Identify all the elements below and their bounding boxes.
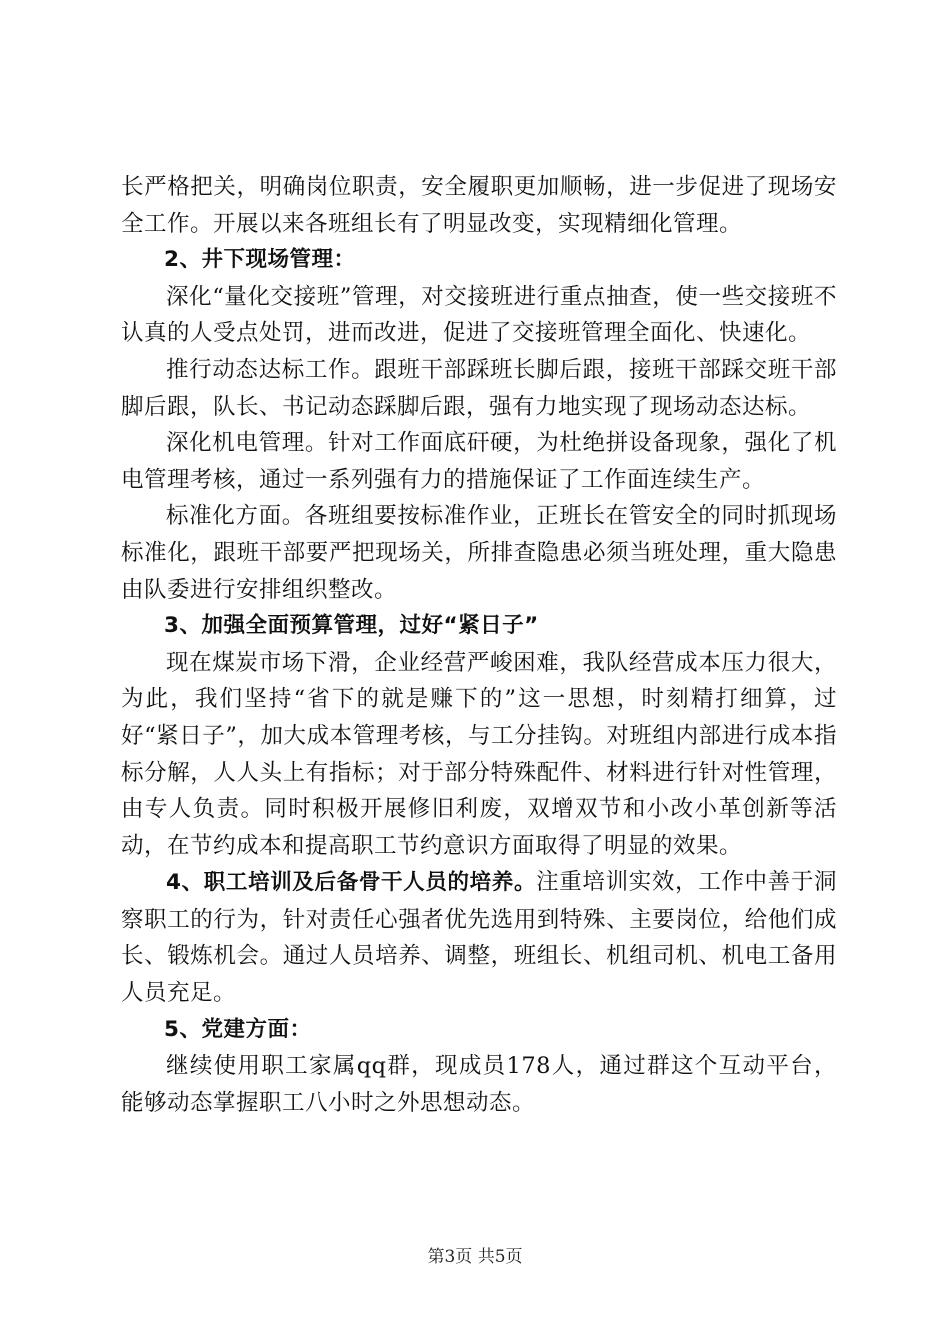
paragraph-continuation: 长严格把关，明确岗位职责，安全履职更加顺畅，进一步促进了现场安全工作。开展以来各班组长有了明显改变，实现精细化管理。 [121, 174, 837, 237]
document-body [121, 169, 837, 1121]
paragraph-standardization: 标准化方面。各班组要按标准作业，正班长在管安全的同时抓现场标准化，跟班干部要严把现场关，所排查隐患必须当班处理，重大隐患由队委进行安排组织整改。 [121, 503, 837, 603]
section-heading-2: 2、井下现场管理： [164, 247, 356, 273]
paragraph-training [121, 864, 837, 1011]
paragraph-dynamic-standard: 推行动态达标工作。跟班干部踩班长脚后跟，接班干部踩交班干部脚后跟，队长、书记动态踩脚后跟，强有力地实现了现场动态达标。 [121, 356, 837, 420]
page-footer: 第3页 共5页 [427, 1247, 523, 1267]
paragraph-handover: 深化“量化交接班”管理，对交接班进行重点抽查，使一些交接班不认真的人受点处罚，进而改进，促进了交接班管理全面化、快速化。 [121, 283, 837, 347]
section-heading-4: 4、职工培训及后备骨干人员的培养。 [166, 870, 537, 896]
section-heading-5: 5、党建方面： [164, 1016, 312, 1042]
paragraph-party-building: 继续使用职工家属qq群，现成员178人，通过群这个互动平台，能够动态掌握职工八小时之外思想动态。 [121, 1053, 837, 1116]
paragraph-training-text: 注重培训实效，工作中善于洞察职工的行为，针对责任心强者优先选用到特殊、主要岗位，给他们成长、锻炼机会。通过人员培养、调整，班组长、机组司机、机电工备用人员充足。 [121, 869, 837, 1007]
section-heading-3: 3、加强全面预算管理，过好“紧日子” [164, 613, 539, 639]
paragraph-electromechanical: 深化机电管理。针对工作面底矸硬，为杜绝拼设备现象，强化了机电管理考核，通过一系列强有力的措施保证了工作面连续生产。 [121, 430, 837, 493]
paragraph-budget: 现在煤炭市场下滑，企业经营严峻困难，我队经营成本压力很大，为此，我们坚持“省下的就是赚下的”这一思想，时刻精打细算，过好“紧日子”，加大成本管理考核，与工分挂钩。对班组内部进行成本指标分解，人人头上有指标；对于部分特殊配件、材料进行针对性管理，由专人负责。同时积极开展修旧利废，双增双节和小改小革创新等活动，在节约成本和提高职工节约意识方面取得了明显的效果。 [121, 649, 837, 859]
